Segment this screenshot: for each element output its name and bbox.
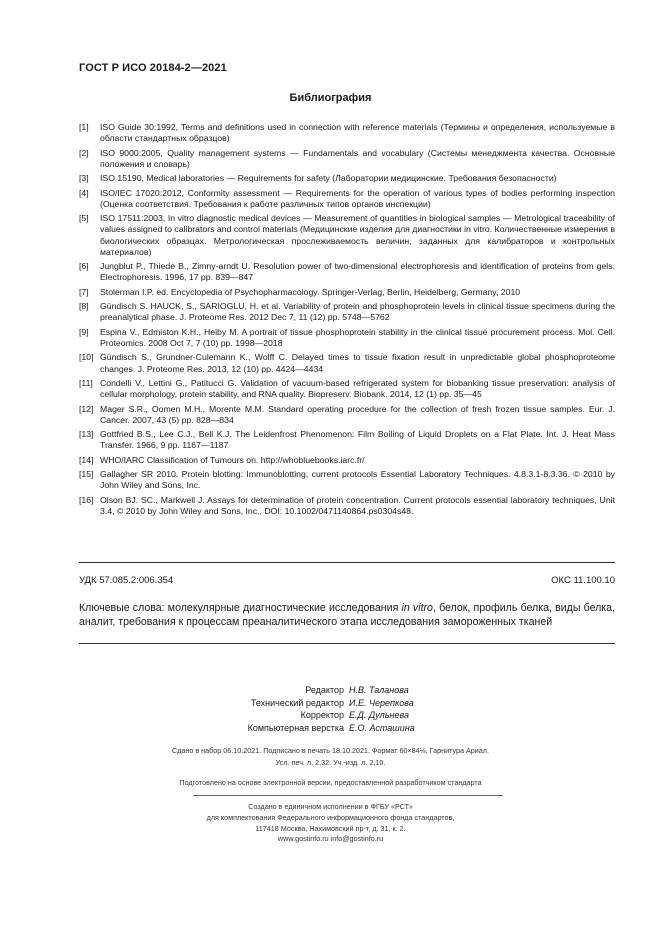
keywords-italic: in vitro bbox=[401, 602, 433, 614]
standard-designation: ГОСТ Р ИСО 20184-2—2021 bbox=[79, 62, 227, 74]
editor-role: Корректор bbox=[300, 710, 344, 720]
bibliography-item-number: [11] bbox=[79, 377, 93, 388]
bibliography-item-text: ISO Guide 30:1992, Terms and definitions used in connection with reference materials (Термины и определения, используемые в области стандартных образцов) bbox=[100, 122, 615, 144]
bibliography-item-number: [12] bbox=[79, 403, 94, 414]
bibliography-item-number: [15] bbox=[79, 469, 94, 480]
editor-name: Е.Д. Дульнева bbox=[349, 710, 409, 720]
bibliography-item-text: ISO 17511:2003, In vitro diagnostic medical devices — Measurement of quantities in biological samples — Metrological traceability of values assigned to calibrators and control materials (Медицинские изделия для диагностики in vitro. Количественные измерения в биологических образцах. Метрологическая прослеживаемость величин, заданных для калибраторов и контрольных материалов) bbox=[100, 213, 615, 257]
bibliography-item-text: ISO/IEC 17020:2012, Conformity assessment — Requirements for the operation of various types of bodies performing inspection (Оценка соответствия. Требования к работе различных типов органов инспекции) bbox=[100, 187, 615, 209]
bibliography-item bbox=[79, 261, 615, 283]
bibliography-item-text: Gottfried B.S., Lee C.J., Bell K.J. The Leidenfrost Phenomenon: Film Boiling of Liquid Droplets on a Flat Plate. Int. J. Heat Mass Transfer. 1966, 9 pp. 1167—1187 bbox=[100, 429, 615, 451]
publisher-block bbox=[0, 802, 661, 845]
divider-bottom bbox=[79, 643, 615, 644]
bibliography-item-number: [8] bbox=[79, 301, 89, 312]
bibliography-item-number: [16] bbox=[79, 494, 94, 505]
bibliography-item bbox=[79, 213, 615, 258]
bibliography-item-text: Espina V., Edmiston K.H., Heiby M. A portrait of tissue phosphoprotein stability in the clinical tissue procurement process. Mol. Cell. Proteomics. 2008 Oct 7, 7 (10) pp. 1998—2018 bbox=[100, 326, 615, 348]
publisher-line-3: 117418 Москва, Нахимовский пр-т, д. 31, к. 2. bbox=[255, 823, 406, 833]
bibliography-item-text: Condelli V., Lettini G., Patitucci G. Validation of vacuum-based refrigerated system for biobanking tissue preservation: analysis of cellular morphology, protein stability, and RNA quality. Biopreserv. Biobank. 2014, 12 (1) pp. 35—45 bbox=[100, 377, 615, 400]
oks-code: ОКС 11.100.10 bbox=[551, 575, 615, 586]
bibliography-item-text: Olson BJ. SC., Markwell J. Assays for determination of protein concentration. Current protocols essential laboratory techniques, Unit 3.4, © 2010 by John Wiley and Sons, Inc., DOI: 10.1002/0471140864.ps0304s48. bbox=[100, 494, 615, 516]
editor-row bbox=[0, 709, 661, 722]
bibliography-item-number: [2] bbox=[79, 147, 89, 158]
bibliography-item bbox=[79, 404, 615, 426]
keywords-prefix: Ключевые слова: молекулярные диагностические исследования bbox=[79, 602, 402, 614]
bibliography-item-number: [9] bbox=[79, 326, 89, 337]
editor-name: Н.В. Таланова bbox=[349, 685, 409, 695]
bibliography-item-number: [7] bbox=[79, 286, 89, 297]
bibliography-item bbox=[79, 455, 615, 466]
keywords-suffix: , белок, профиль белка, виды белка, аналит, требования к процессам преаналитического этапа исследования замороженных тканей bbox=[79, 602, 616, 628]
bibliography-item-text: ISO 15190, Medical laboratories — Requirements for safety (Лаборатории медицинские. Требования безопасности) bbox=[100, 173, 557, 184]
bibliography-item-number: [10] bbox=[79, 352, 94, 363]
bibliography-item bbox=[79, 495, 615, 517]
bibliography-item-text: WHO/IARC Classification of Tumours on. http://whobluebooks.iarc.fr/ bbox=[100, 454, 365, 465]
editor-row bbox=[0, 722, 661, 735]
divider-top bbox=[79, 562, 615, 563]
bibliography-item bbox=[79, 188, 615, 210]
print-info-line-2: Усл. печ. л. 2,32. Уч.-изд. л. 2,10. bbox=[275, 758, 386, 767]
bibliography-item bbox=[79, 173, 615, 184]
bibliography-item-number: [3] bbox=[79, 173, 89, 184]
bibliography-item bbox=[79, 429, 615, 451]
bibliography-item-number: [6] bbox=[79, 261, 89, 272]
bibliography-item-text: Jungblut P., Thiede B., Zimny-arndt U. Resolution power of two-dimensional electrophoresis and identification of proteins from gels. Electrophoresis. 1996, 17 pp. 839—847 bbox=[100, 261, 615, 283]
bibliography-item-text: Gallagher SR 2010, Protein blotting: Immunoblotting, current protocols Essential Laboratory Techniques. 4.8.3.1-8.3.36. © 2010 by John Wiley and Sons, Inc. bbox=[100, 469, 615, 491]
publisher-line-4: www.gostinfo.ru info@gostinfo.ru bbox=[277, 834, 384, 844]
keywords-paragraph bbox=[79, 602, 615, 629]
bibliography-item bbox=[79, 378, 615, 400]
bibliography-item bbox=[79, 469, 615, 491]
editor-role: Технический редактор bbox=[250, 697, 344, 708]
publisher-line-2: для комплектования Федерального информационного фонда стандартов, bbox=[206, 812, 455, 822]
bibliography-item bbox=[79, 301, 615, 323]
bibliography-item-text: Gündisch S., Grundner-Culemann K., Wolff C. Delayed times to tissue fixation result in unpredictable global phosphoproteome changes. J. Proteome Res. 2013, 12 (10) pp. 4424—4434 bbox=[100, 352, 615, 374]
bibliography-item-number: [13] bbox=[79, 429, 94, 440]
bibliography-item-number: [1] bbox=[79, 122, 89, 132]
bibliography-list bbox=[79, 122, 615, 520]
udk-code: УДК 57.085.2:006.354 bbox=[79, 575, 174, 586]
bibliography-item bbox=[79, 122, 615, 144]
bibliography-item-text: Mager S.R., Oomen M.H., Morente M.M. Standard operating procedure for the collection of fresh frozen tissue samples. Eur. J. Cancer. 2007, 43 (5) pp. 828—834 bbox=[100, 403, 615, 425]
bibliography-item-text: Stolerman I.P. ed. Encyclopedia of Psychopharmacology. Springer-Verlag, Berlin, Heidelberg, Germany, 2010 bbox=[100, 286, 521, 297]
bibliography-item bbox=[79, 352, 615, 374]
editor-name: И.Е. Черепкова bbox=[349, 697, 414, 708]
bibliography-item-number: [4] bbox=[79, 187, 89, 198]
editor-row bbox=[0, 684, 661, 697]
print-info-line-1: Сдано в набор 06.10.2021. Подписано в печать 18.10.2021. Формат 60×84⅛. Гарнитура Ариал. bbox=[172, 746, 489, 755]
bibliography-title: Библиография bbox=[289, 92, 372, 104]
bibliography-item bbox=[79, 148, 615, 170]
editor-row bbox=[0, 697, 661, 710]
editor-role: Редактор bbox=[305, 685, 344, 695]
bibliography-item bbox=[79, 287, 615, 298]
bibliography-item-text: ISO 9000:2005, Quality management systems — Fundamentals and vocabulary (Системы менеджмента качества. Основные положения и словарь) bbox=[100, 147, 615, 169]
bibliography-item bbox=[79, 327, 615, 349]
prepared-note: Подготовлено на основе электронной версии, предоставленной разработчиком стандарта bbox=[179, 778, 482, 787]
editors-block bbox=[0, 684, 661, 734]
bibliography-item-number: [5] bbox=[79, 213, 89, 224]
bibliography-item-number: [14] bbox=[79, 454, 94, 465]
publisher-line-1: Создано в единичном исполнении в ФГБУ «РСТ» bbox=[248, 802, 413, 811]
publisher-divider bbox=[193, 795, 503, 796]
editor-role: Компьютерная верстка bbox=[247, 722, 344, 733]
bibliography-item-text: Gündisch S. HAUCK, S., SARIOGLU, H. et al. Variability of protein and phosphoprotein levels in clinical tissue specimens during the preanalytical phase. J. Proteome Res. 2012 Dec 7, 11 (12) pp. 5748—5762 bbox=[100, 301, 615, 323]
editor-name: Е.О. Асташина bbox=[349, 722, 415, 733]
